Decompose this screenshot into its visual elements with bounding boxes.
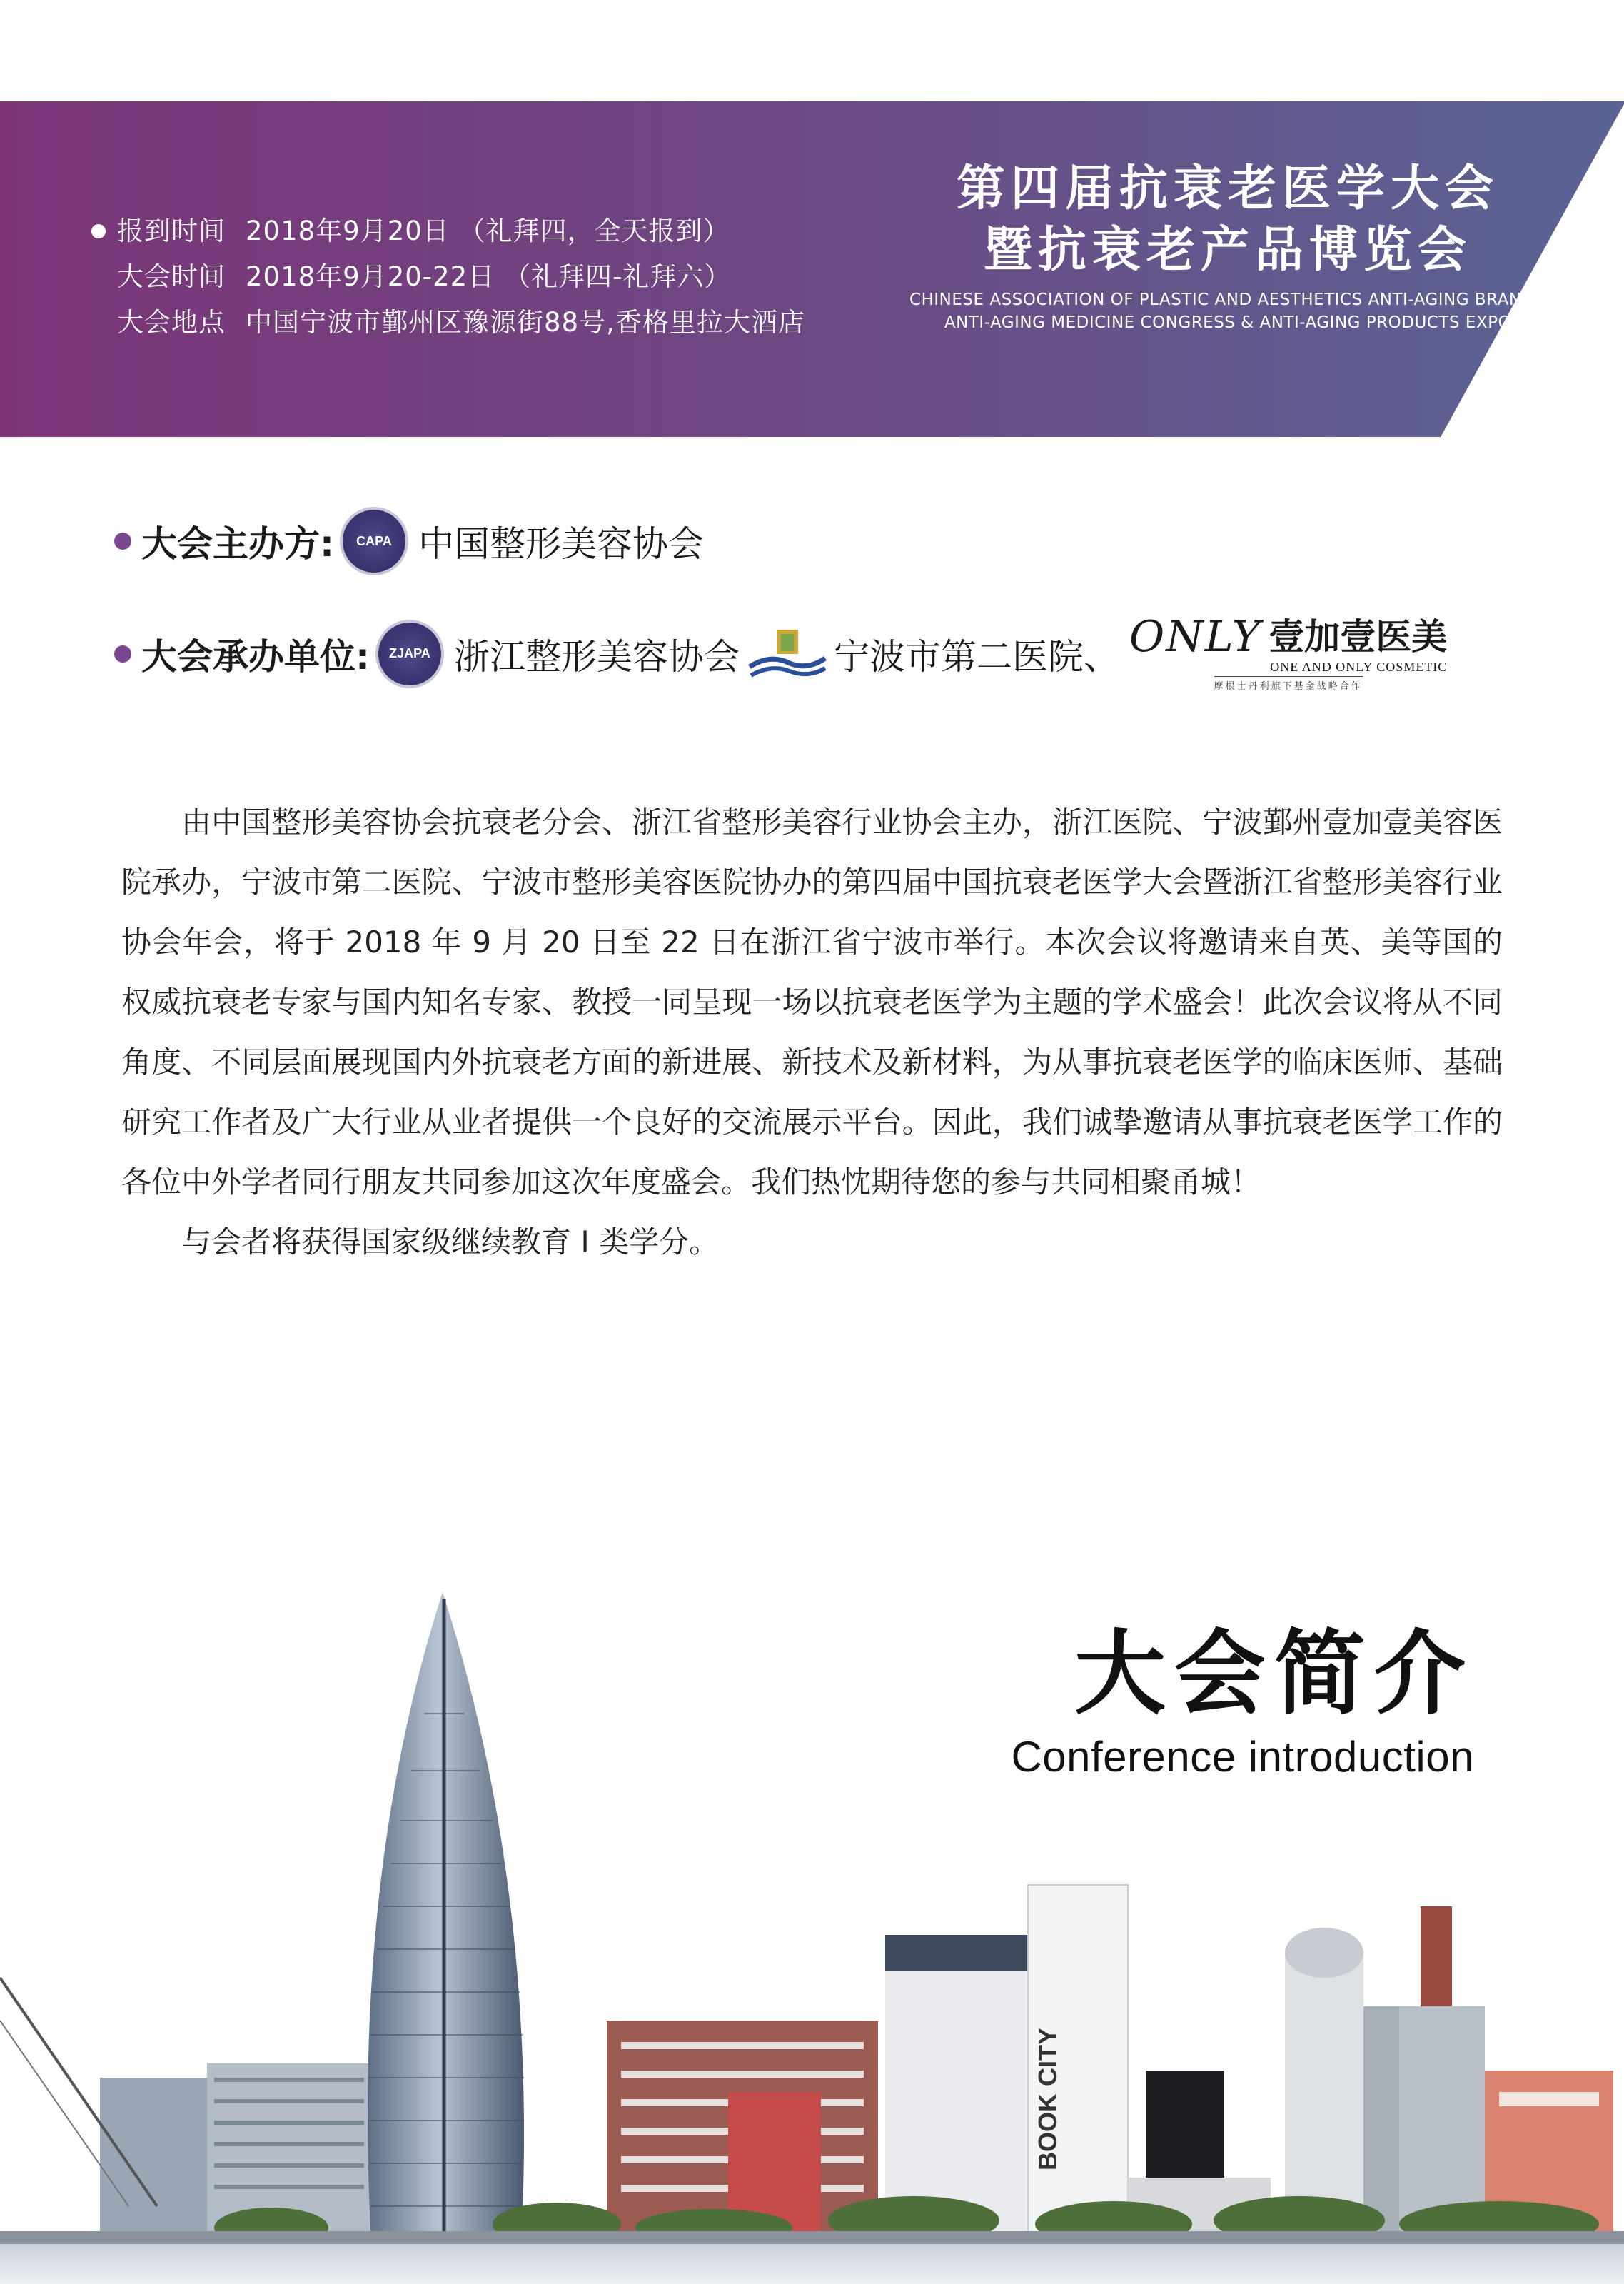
intro-paragraph-1: 由中国整形美容协会抗衰老分会、浙江省整形美容行业协会主办，浙江医院、宁波鄞州壹加壹美容医院承办，宁波市第二医院、宁波市整形美容医院协办的第四届中国抗衰老医学大会暨浙江省整形美容行业协会年会，将于 2018 年 9 月 20 日至 22 日在浙江省宁波市举行。本次会议将邀请来自英、美等国的权威抗衰老专家与国内知名专家、教授一同呈现一场以抗衰老医学为主题的学术盛会！此次会议将从不同角度、不同层面展现国内外抗衰老方面的新进展、新技术及新材料，为从事抗衰老医学的临床医师、基础研究工作者及广大行业从业者提供一个良好的交流展示平台。因此，我们诚挚邀请从事抗衰老医学工作的各位中外学者同行朋友共同参加这次年度盛会。我们热忱期待您的参与共同相聚甬城！ — [121, 805, 1503, 1199]
info-value: 2018年9月20-22日 （礼拜四-礼拜六） — [246, 261, 732, 292]
bullet-dot-icon — [91, 224, 106, 238]
host-organizer-row — [114, 507, 704, 575]
intro-paragraph-2: 与会者将获得国家级继续教育 I 类学分。 — [181, 1224, 720, 1259]
header-banner — [0, 101, 1624, 437]
capa-logo-icon — [340, 507, 408, 575]
title-line-2: 暨抗衰老产品博览会 — [983, 222, 1472, 278]
hospital-wave-logo-icon — [748, 625, 827, 683]
banner-title — [907, 159, 1549, 334]
section-title-chinese: 大会简介 — [1074, 1621, 1474, 1727]
bullet-icon — [114, 645, 131, 663]
intro-text — [121, 793, 1503, 1272]
info-label: 大会时间 — [117, 261, 226, 292]
host-label: 大会主办方: — [141, 523, 334, 565]
info-label: 大会地点 — [117, 307, 226, 338]
title-english-2: ANTI-AGING MEDICINE CONGRESS & ANTI-AGING PRODUCTS EXPO — [944, 313, 1512, 332]
info-row-venue — [91, 300, 805, 346]
only-chinese-name: 壹加壹医美 — [1269, 616, 1448, 658]
section-title-english: Conference introduction — [1011, 1733, 1474, 1781]
co-organizer-2: 宁波市第二医院、 — [834, 635, 1119, 678]
host-name: 中国整形美容协会 — [418, 523, 704, 565]
only-cosmetic-logo — [1129, 612, 1448, 692]
only-english-name: ONE AND ONLY COSMETIC — [1270, 660, 1448, 674]
info-value: 中国宁波市鄞州区豫源街88号,香格里拉大酒店 — [246, 307, 805, 338]
co-organizer-1: 浙江整形美容协会 — [454, 635, 740, 678]
event-info — [91, 208, 805, 346]
only-mark: ONLY — [1129, 612, 1262, 662]
capa-logo-text: CAPA — [356, 533, 392, 548]
bullet-icon — [114, 533, 131, 550]
co-label: 大会承办单位: — [141, 635, 370, 678]
info-row-dates — [91, 254, 805, 300]
title-english-1: CHINESE ASSOCIATION OF PLASTIC AND AESTHETICS ANTI-AGING BRANCH — [909, 291, 1546, 309]
info-label: 报到时间 — [117, 216, 226, 246]
zjapa-logo-text: ZJAPA — [389, 646, 430, 660]
co-organizer-row — [114, 612, 1448, 692]
only-subtitle: 摩根士丹利旗下基金战略合作 — [1214, 676, 1363, 692]
info-row-checkin — [91, 208, 805, 254]
zjapa-logo-icon — [375, 620, 444, 688]
section-title — [1011, 1621, 1474, 1781]
book-city-sign: BOOK CITY — [1033, 2027, 1062, 2170]
info-value: 2018年9月20日 （礼拜四，全天报到） — [246, 216, 730, 246]
title-line-1: 第四届抗衰老医学大会 — [956, 161, 1499, 217]
